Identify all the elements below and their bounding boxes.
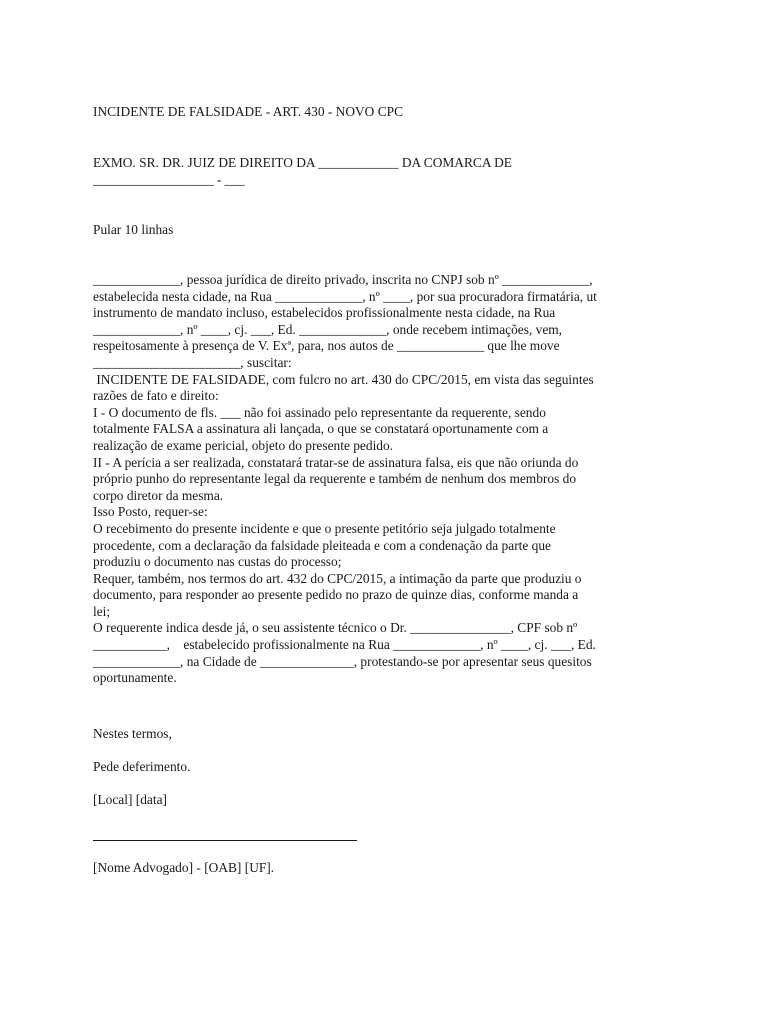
- body-line: lei;: [93, 603, 111, 619]
- body-line: II - A perícia a ser realizada, constatará tratar-se de assinatura falsa, eis que não oriunda do: [93, 454, 579, 470]
- addressee-line: EXMO. SR. DR. JUIZ DE DIREITO DA ____________ DA COMARCA DE: [93, 155, 512, 170]
- skip-note: Pular 10 linhas: [93, 222, 174, 237]
- body-line: _____________, na Cidade de ______________, protestando-se por apresentar seus quesitos: [93, 653, 592, 669]
- body-line: Requer, também, nos termos do art. 432 do CPC/2015, a intimação da parte que produziu o: [93, 570, 582, 586]
- place-date: [Local] [data]: [93, 792, 167, 807]
- body-line: _____________, pessoa jurídica de direito privado, inscrita no CNPJ sob nº _____________,: [93, 272, 593, 287]
- body-line: I - O documento de fls. ___ não foi assinado pelo representante da requerente, sendo: [93, 404, 546, 420]
- body-line: procedente, com a declaração da falsidade pleiteada e com a condenação da parte que: [93, 537, 551, 553]
- addressee-line: __________________ - ___: [93, 171, 245, 187]
- body-line: _____________, nº ____, cj. ___, Ed. _____________, onde recebem intimações, vem,: [93, 321, 563, 337]
- body-line: O requerente indica desde já, o seu assistente técnico o Dr. _______________, CPF sob nº: [93, 620, 578, 636]
- body-line: estabelecida nesta cidade, na Rua _____________, nº ____, por sua procuradora firmatária, ut: [93, 288, 597, 304]
- petition-body: [93, 272, 693, 687]
- body-line: próprio punho do representante legal da requerente e também de nenhum dos membros do: [93, 471, 577, 487]
- body-line: O recebimento do presente incidente e que o presente petitório seja julgado totalmente: [93, 520, 556, 536]
- signature-line: [93, 840, 357, 841]
- closing-request: Pede deferimento.: [93, 759, 191, 774]
- body-line: Isso Posto, requer-se:: [93, 504, 208, 520]
- closing-terms: Nestes termos,: [93, 726, 172, 741]
- body-line: documento, para responder ao presente pedido no prazo de quinze dias, conforme manda a: [93, 587, 579, 603]
- body-line: respeitosamente à presença de V. Exª, para, nos autos de _____________ que lhe move: [93, 338, 560, 354]
- body-line: ___________, estabelecido profissionalmente na Rua _____________, nº ____, cj. ___, Ed.: [93, 637, 596, 653]
- body-line: totalmente FALSA a assinatura ali lançada, o que se constatará oportunamente com a: [93, 421, 549, 437]
- body-line: instrumento de mandato incluso, estabelecidos profissionalmente nesta cidade, na Rua: [93, 305, 556, 321]
- body-line: oportunamente.: [93, 670, 177, 686]
- signature-name: [Nome Advogado] - [OAB] [UF].: [93, 860, 275, 875]
- body-line: corpo diretor da mesma.: [93, 487, 224, 503]
- body-line: ______________________, suscitar:: [93, 354, 292, 370]
- body-line: razões de fato e direito:: [93, 388, 219, 404]
- addressee-block: [93, 155, 693, 188]
- document-title: INCIDENTE DE FALSIDADE - ART. 430 - NOVO CPC: [93, 104, 404, 119]
- body-line: produziu o documento nas custas do processo;: [93, 554, 342, 570]
- body-line: INCIDENTE DE FALSIDADE, com fulcro no art. 430 do CPC/2015, em vista das seguintes: [93, 371, 594, 387]
- body-line: realização de exame pericial, objeto do presente pedido.: [93, 437, 394, 453]
